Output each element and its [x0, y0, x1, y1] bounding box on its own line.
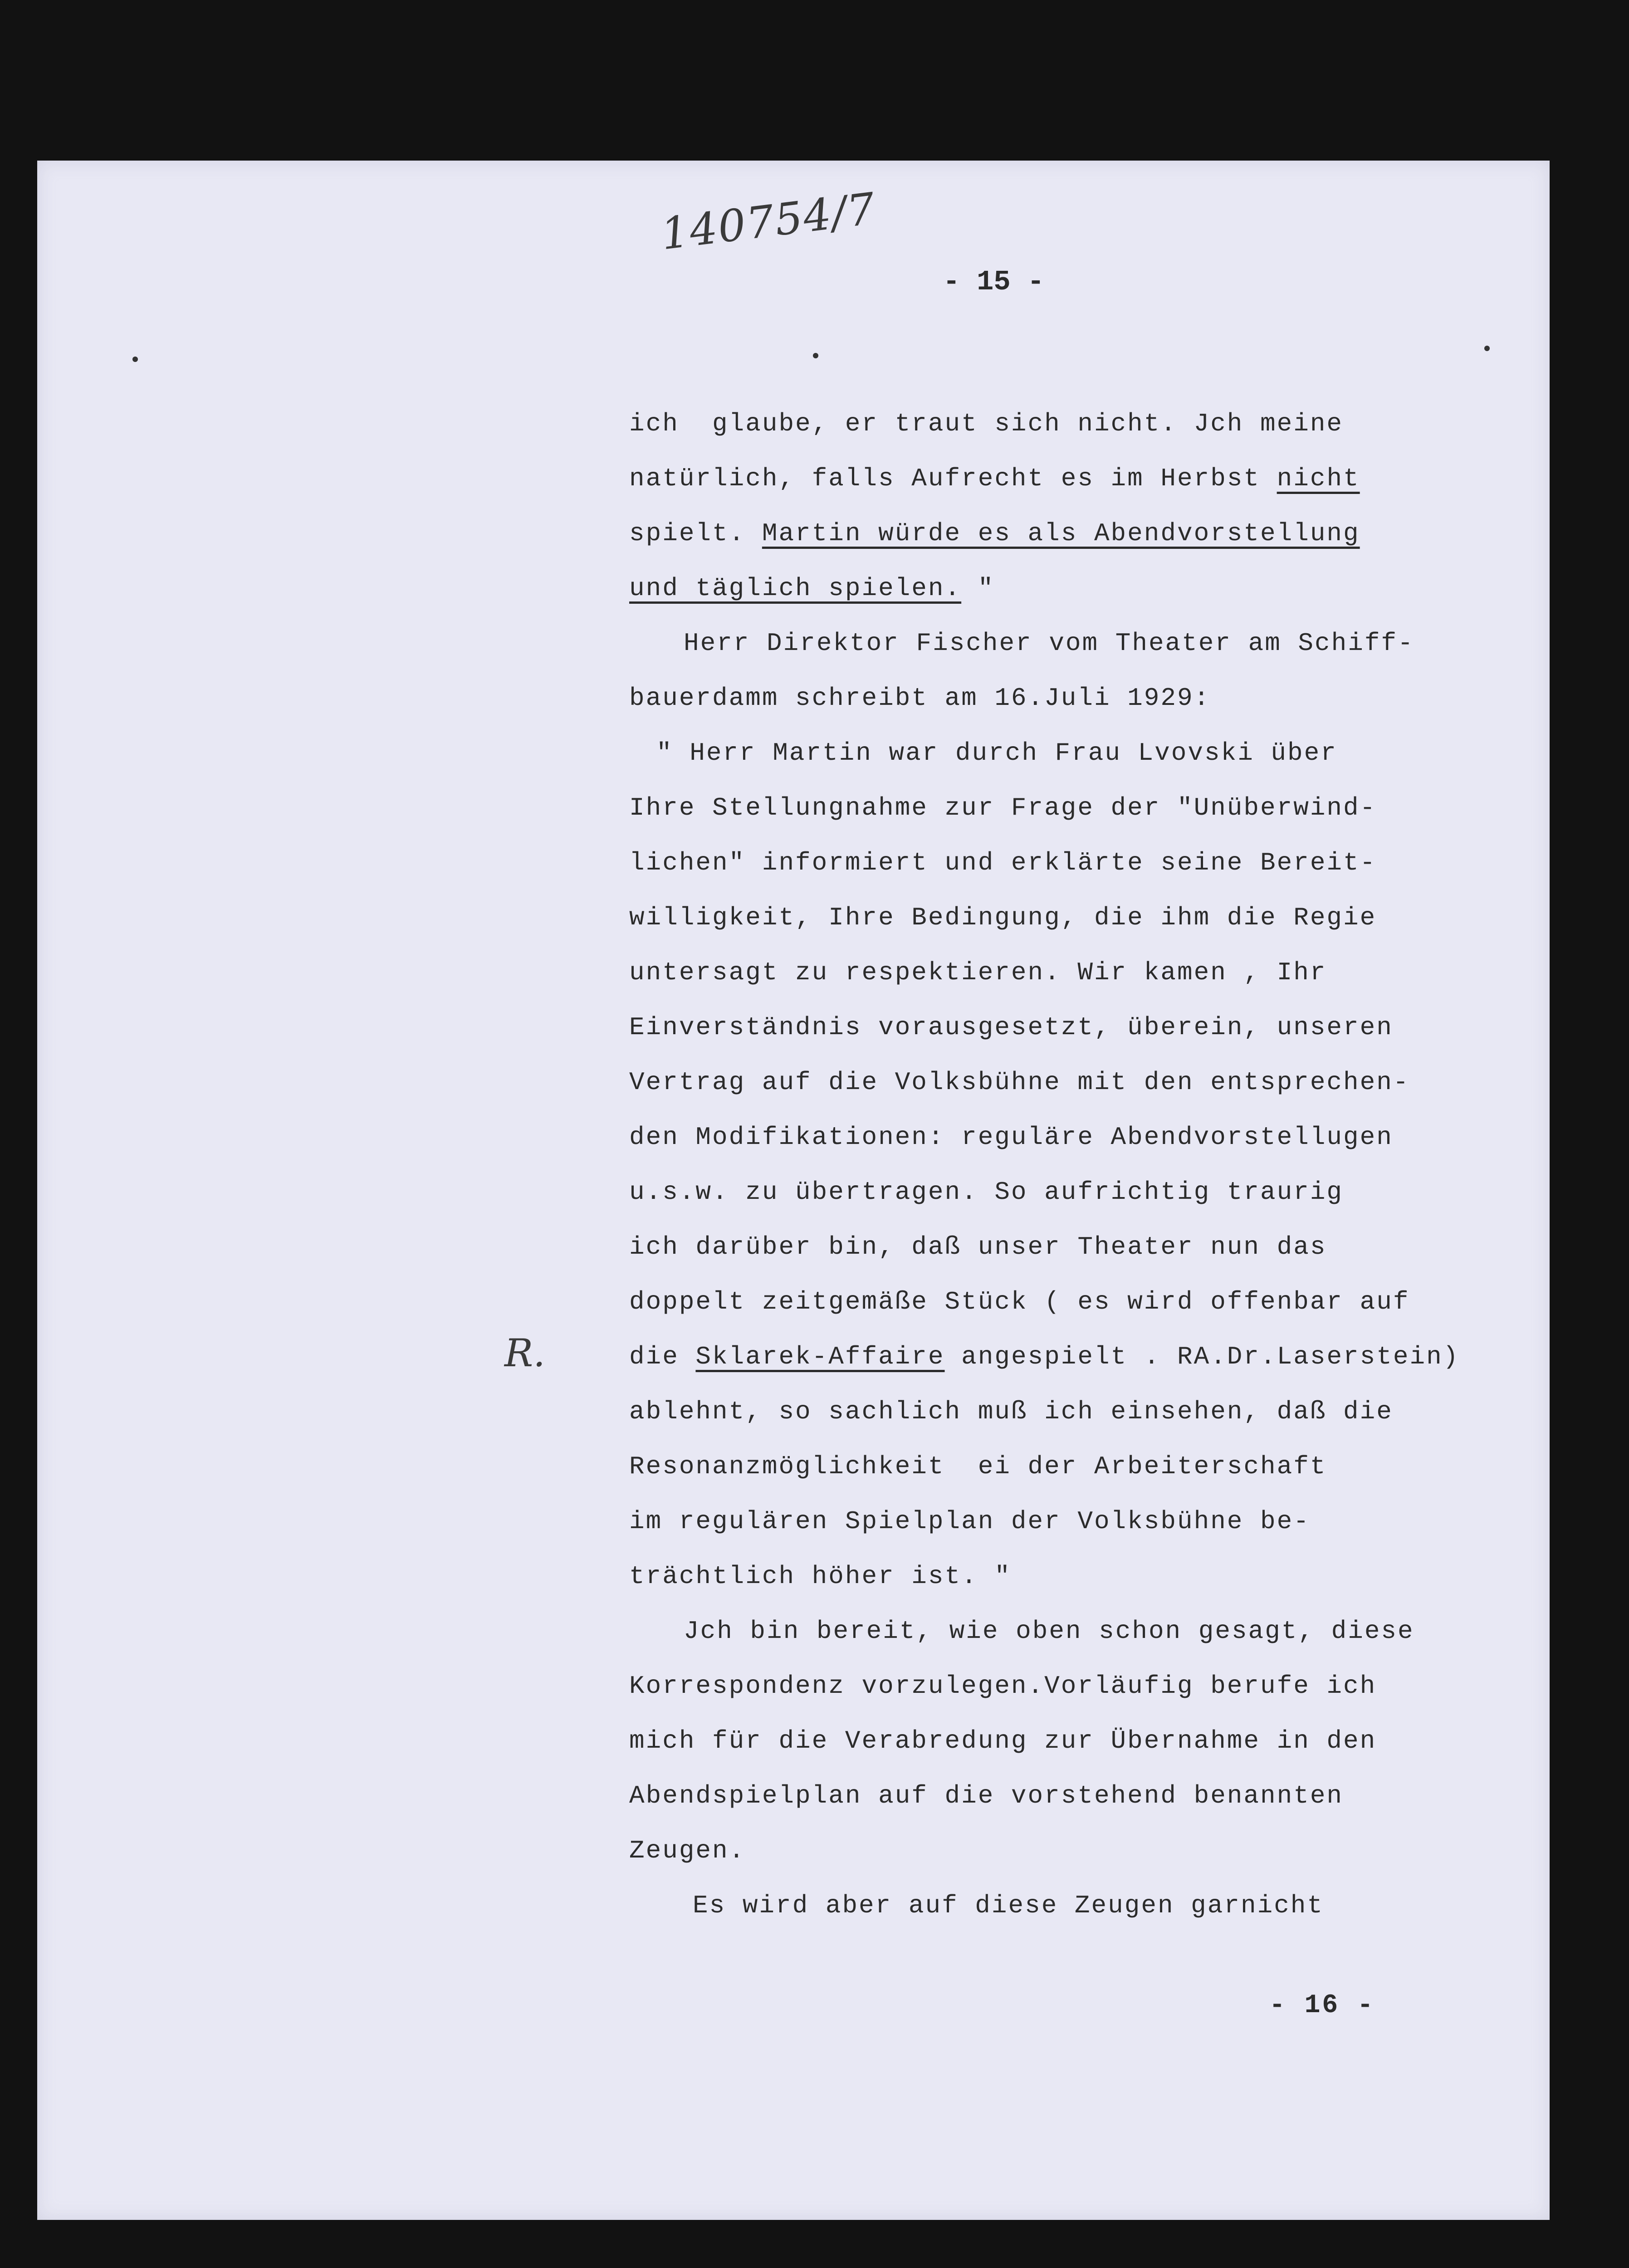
text-line: Abendspielplan auf die vorstehend benannten — [629, 1781, 1344, 1810]
text-line: im regulären Spielplan der Volksbühne be- — [629, 1507, 1310, 1536]
text-line: doppelt zeitgemäße Stück ( es wird offenbar auf — [629, 1287, 1410, 1316]
text-line: Es wird aber auf diese Zeugen garnicht — [693, 1891, 1324, 1920]
text-line: Zeugen. — [629, 1836, 746, 1865]
speck-mark — [132, 357, 138, 362]
text-line: trächtlich höher ist. " — [629, 1562, 1011, 1591]
text-line: ablehnt, so sachlich muß ich einsehen, daß die — [629, 1397, 1393, 1426]
text-line: Herr Direktor Fischer vom Theater am Schiff- — [684, 629, 1414, 658]
text-line: den Modifikationen: reguläre Abendvorstellugen — [629, 1123, 1393, 1152]
speck-mark — [813, 353, 818, 358]
text-fragment: spielt. — [629, 519, 762, 548]
text-line: untersagt zu respektieren. Wir kamen , Ihr — [629, 958, 1327, 987]
document-page — [37, 161, 1550, 2220]
text-line — [629, 451, 1496, 506]
text-fragment: natürlich, falls Aufrecht es im Herbst — [629, 464, 1277, 493]
page-number: - 15 - — [943, 266, 1044, 298]
underlined-text: Martin würde es als Abendvorstellung — [762, 519, 1360, 548]
text-line: " Herr Martin war durch Frau Lvovski über — [656, 738, 1337, 767]
text-fragment: angespielt . RA.Dr.Laserstein) — [944, 1342, 1460, 1371]
underlined-text: und täglich spielen. — [629, 574, 962, 603]
text-line — [629, 1330, 1496, 1384]
underlined-text: Sklarek-Affaire — [695, 1342, 945, 1371]
text-fragment: die — [629, 1342, 696, 1371]
text-line — [629, 506, 1496, 561]
text-line: ich glaube, er traut sich nicht. Jch meine — [629, 409, 1344, 438]
underlined-text: nicht — [1277, 464, 1360, 493]
text-line — [629, 561, 1496, 616]
text-line: ich darüber bin, daß unser Theater nun das — [629, 1232, 1327, 1261]
handwritten-margin-mark: R. — [504, 1331, 545, 1375]
text-line: mich für die Verabredung zur Übernahme in den — [629, 1726, 1377, 1755]
text-line: Korrespondenz vorzulegen.Vorläufig berufe ich — [629, 1672, 1377, 1701]
text-line: lichen" informiert und erklärte seine Bereit- — [629, 848, 1377, 877]
next-page-number: - 16 - — [1269, 1991, 1375, 2020]
speck-mark — [1484, 346, 1490, 351]
text-line: Vertrag auf die Volksbühne mit den entsprechen- — [629, 1068, 1410, 1097]
typed-body-text — [629, 396, 1496, 1933]
text-fragment: " — [961, 574, 995, 603]
text-line: Jch bin bereit, wie oben schon gesagt, diese — [684, 1617, 1414, 1646]
text-line: Resonanzmöglichkeit ei der Arbeiterschaft — [629, 1452, 1327, 1481]
text-line: bauerdamm schreibt am 16.Juli 1929: — [629, 684, 1211, 713]
text-line: Einverständnis vorausgesetzt, überein, unseren — [629, 1013, 1393, 1042]
archive-number: 140754/7 — [658, 183, 879, 260]
text-line: willigkeit, Ihre Bedingung, die ihm die Regie — [629, 903, 1377, 932]
text-line: Ihre Stellungnahme zur Frage der "Unüberwind- — [629, 793, 1377, 822]
text-line: u.s.w. zu übertragen. So aufrichtig traurig — [629, 1178, 1344, 1207]
